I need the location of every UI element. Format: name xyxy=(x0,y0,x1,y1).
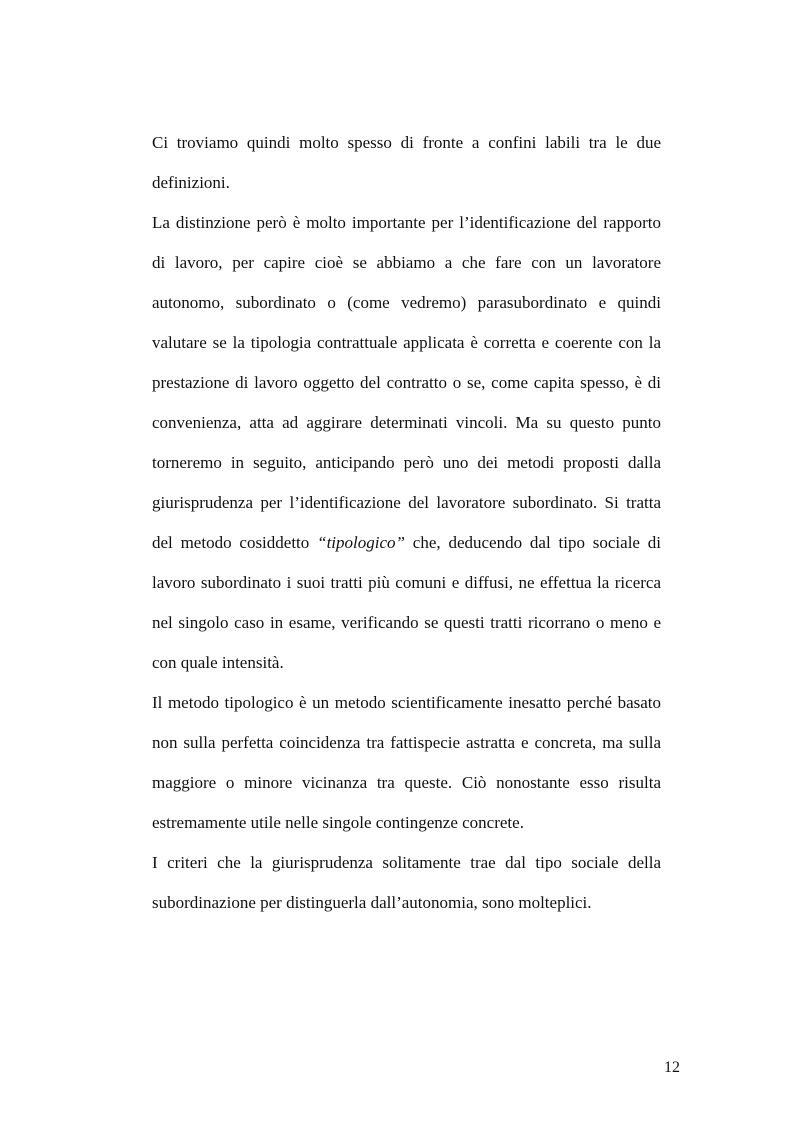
text-line-6: valutare se la tipologia contrattuale applicata è corretta e coerente con la xyxy=(152,333,661,352)
text-line-12: lavoro subordinato i suoi tratti più comuni e diffusi, ne effettua la ricerca xyxy=(152,573,661,592)
text-line-11-after: che, deducendo dal tipo sociale di xyxy=(404,533,661,552)
text-line-9: torneremo in seguito, anticipando però uno dei metodi proposti dalla xyxy=(152,453,661,472)
text-line-14: con quale intensità. xyxy=(152,653,284,672)
text-line-18: estremamente utile nelle singole contingenze concrete. xyxy=(152,813,524,832)
text-line-1: Ci troviamo quindi molto spesso di fronte a confini labili tra le due xyxy=(152,133,661,152)
text-line-20: subordinazione per distinguerla dall’autonomia, sono molteplici. xyxy=(152,893,592,912)
italic-term-tipologico: “tipologico” xyxy=(317,533,405,552)
text-line-7: prestazione di lavoro oggetto del contratto o se, come capita spesso, è di xyxy=(152,373,661,392)
text-line-5: autonomo, subordinato o (come vedremo) parasubordinato e quindi xyxy=(152,293,661,312)
text-line-19: I criteri che la giurisprudenza solitamente trae dal tipo sociale della xyxy=(152,853,661,872)
text-line-8: convenienza, atta ad aggirare determinati vincoli. Ma su questo punto xyxy=(152,413,661,432)
text-line-17: maggiore o minore vicinanza tra queste. Ciò nonostante esso risulta xyxy=(152,773,661,792)
text-line-10: giurisprudenza per l’identificazione del lavoratore subordinato. Si tratta xyxy=(152,493,661,512)
text-line-2: definizioni. xyxy=(152,173,230,192)
text-line-11 xyxy=(152,533,661,553)
text-line-13: nel singolo caso in esame, verificando se questi tratti ricorrano o meno e xyxy=(152,613,661,632)
text-line-3: La distinzione però è molto importante per l’identificazione del rapporto xyxy=(152,213,661,232)
text-line-15: Il metodo tipologico è un metodo scientificamente inesatto perché basato xyxy=(152,693,661,712)
page-number: 12 xyxy=(664,1059,680,1076)
text-line-4: di lavoro, per capire cioè se abbiamo a che fare con un lavoratore xyxy=(152,253,661,272)
text-line-16: non sulla perfetta coincidenza tra fattispecie astratta e concreta, ma sulla xyxy=(152,733,661,752)
text-line-11-before: del metodo cosiddetto xyxy=(152,533,318,552)
